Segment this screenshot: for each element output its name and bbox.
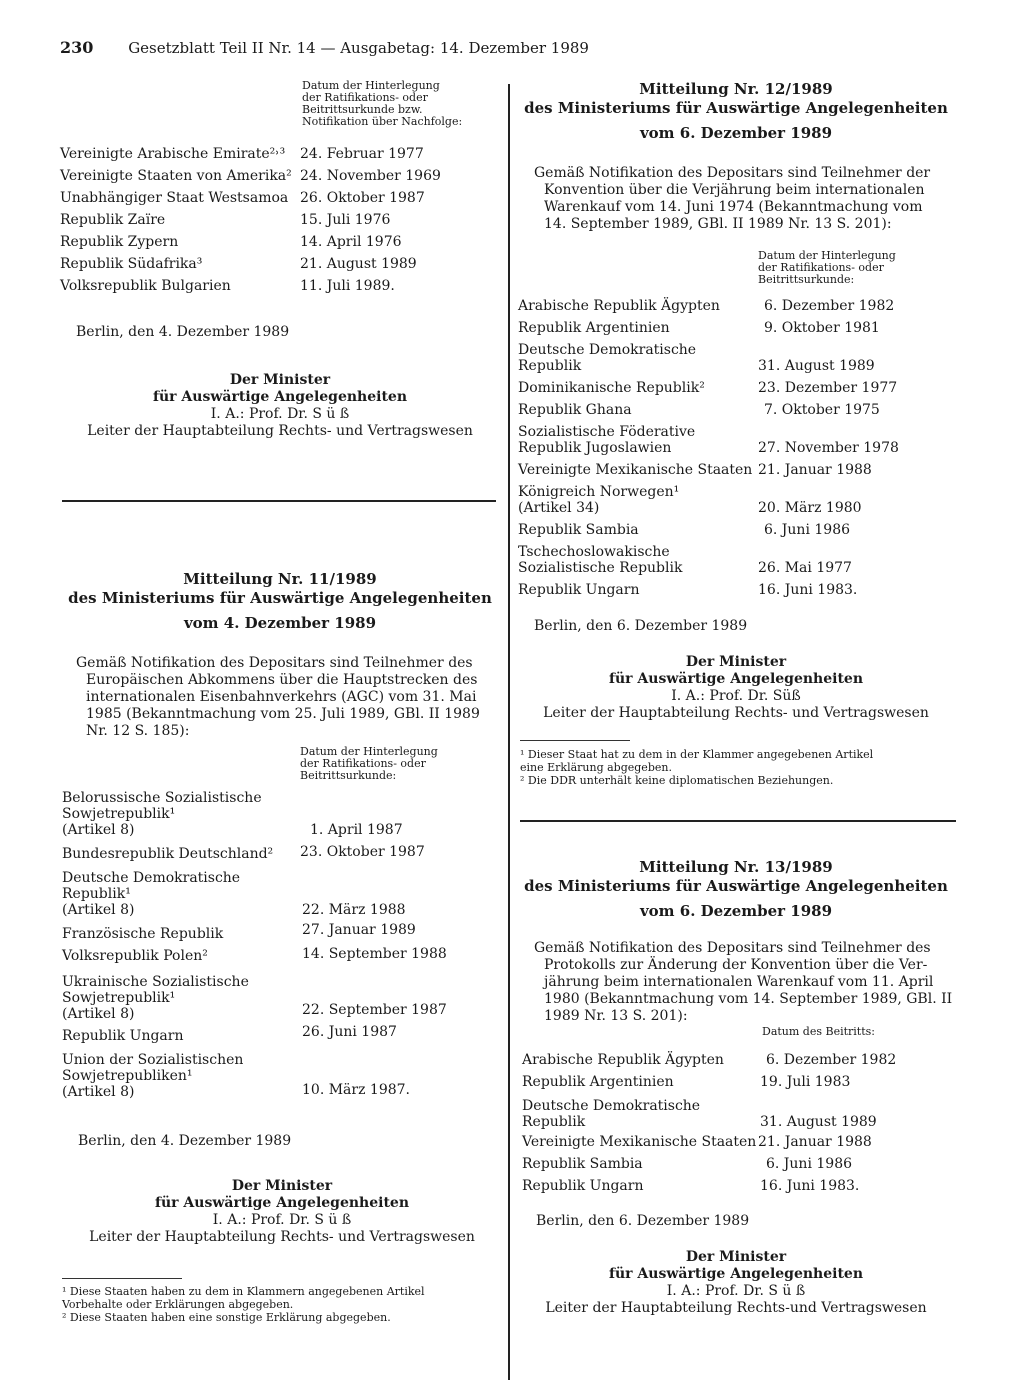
date: 9. Oktober 1981 <box>764 320 880 336</box>
text-line: jährung beim internationalen Warenkauf vom 11. April <box>544 974 934 990</box>
text-line: Nr. 12 S. 185): <box>86 723 190 739</box>
section-divider <box>62 500 496 502</box>
date: 6. Dezember 1982 <box>766 1052 897 1068</box>
notice-title: Mitteilung Nr. 11/1989 <box>183 570 377 588</box>
notice-title: Mitteilung Nr. 12/1989 <box>639 80 833 98</box>
page-number: 230 <box>60 38 94 57</box>
col-header-line: Beitrittsurkunde: <box>758 273 855 286</box>
column-header-top <box>302 80 502 128</box>
date: 24. Februar 1977 <box>300 146 424 162</box>
col-header-line: Datum der Hinterlegung <box>302 79 440 92</box>
footnote-rule <box>520 740 630 741</box>
place-date: Berlin, den 6. Dezember 1989 <box>534 618 748 634</box>
signature-block <box>516 654 956 722</box>
text-line: Konvention über die Verjährung beim internationalen <box>544 182 925 198</box>
notice-ministry: des Ministeriums für Auswärtige Angelegenheiten <box>68 589 492 607</box>
notice-date: vom 6. Dezember 1989 <box>639 124 833 142</box>
column-header-12 <box>758 250 958 286</box>
footnote: Vorbehalte oder Erklärungen abgegeben. <box>62 1298 294 1311</box>
signature-block <box>60 372 500 440</box>
footnotes-11 <box>62 1285 502 1324</box>
footnote: eine Erklärung abgegeben. <box>520 761 672 774</box>
date: 27. Januar 1989 <box>302 922 416 938</box>
col-header-line: Datum der Hinterlegung <box>300 745 438 758</box>
country: Arabische Republik Ägypten <box>522 1052 724 1068</box>
country: Volksrepublik Bulgarien <box>60 278 231 294</box>
country: Sozialistische Föderative Republik Jugoslawien <box>518 424 696 456</box>
country: Unabhängiger Staat Westsamoa <box>60 190 289 206</box>
section-divider <box>520 820 956 822</box>
text-line: Protokolls zur Änderung der Konvention über die Ver- <box>544 957 928 973</box>
country: Dominikanische Republik² <box>518 380 705 396</box>
footnote: ² Diese Staaten haben eine sonstige Erklärung abgegeben. <box>62 1311 391 1324</box>
date: 7. Oktober 1975 <box>764 402 880 418</box>
signature-ministry: für Auswärtige Angelegenheiten <box>154 1195 410 1211</box>
col-header-line: Beitrittsurkunde bzw. <box>302 103 423 116</box>
notice-date: vom 6. Dezember 1989 <box>639 902 833 920</box>
col-header-line: Datum der Hinterlegung <box>758 249 896 262</box>
date: 26. Mai 1977 <box>758 560 852 576</box>
signature-block <box>516 1249 956 1317</box>
date: 6. Dezember 1982 <box>764 298 895 314</box>
footnote: ² Die DDR unterhält keine diplomatischen Beziehungen. <box>520 774 834 787</box>
date: 16. Juni 1983. <box>758 582 858 598</box>
text-line: Gemäß Notifikation des Depositars sind Teilnehmer des <box>534 940 931 956</box>
date: 21. Januar 1988 <box>758 462 872 478</box>
notice-date: vom 4. Dezember 1989 <box>183 614 377 632</box>
date: 20. März 1980 <box>758 500 862 516</box>
signature-ministry: für Auswärtige Angelegenheiten <box>608 1266 864 1282</box>
date: 23. Dezember 1977 <box>758 380 898 396</box>
footnote: ¹ Dieser Staat hat zu dem in der Klammer angegebenen Artikel <box>520 748 874 761</box>
notice-ministry: des Ministeriums für Auswärtige Angelegenheiten <box>524 877 948 895</box>
country: Ukrainische Sozialistische Sowjetrepublik¹ (Artikel 8) <box>62 974 249 1022</box>
col-header-line: Beitrittsurkunde: <box>300 769 397 782</box>
date: 19. Juli 1983 <box>760 1074 851 1090</box>
date: 27. November 1978 <box>758 440 899 456</box>
text-line: 14. September 1989, GBl. II 1989 Nr. 13 S. 201): <box>544 216 892 232</box>
country: Volksrepublik Polen² <box>62 948 208 964</box>
date: 10. März 1987. <box>302 1082 410 1098</box>
column-header-13: Datum des Beitritts: <box>762 1025 876 1038</box>
col-header-line: der Ratifikations- oder <box>300 757 426 770</box>
place-date: Berlin, den 4. Dezember 1989 <box>76 324 290 340</box>
footnotes-12 <box>520 748 954 787</box>
country: Französische Republik <box>62 926 224 942</box>
country: Republik Argentinien <box>522 1074 674 1090</box>
date: 23. Oktober 1987 <box>300 844 425 860</box>
date: 31. August 1989 <box>760 1114 877 1130</box>
date: 26. Oktober 1987 <box>300 190 425 206</box>
notice-title: Mitteilung Nr. 13/1989 <box>639 858 833 876</box>
country: Republik Sambia <box>518 522 639 538</box>
country: Tschechoslowakische Sozialistische Republik <box>518 544 683 576</box>
country: Bundesrepublik Deutschland² <box>62 846 274 862</box>
country: Vereinigte Mexikanische Staaten <box>518 462 753 478</box>
date: 21. August 1989 <box>300 256 417 272</box>
country: Vereinigte Arabische Emirate²˒³ <box>60 146 286 162</box>
signature-title: Der Minister <box>231 1178 333 1194</box>
date: 21. Januar 1988 <box>758 1134 872 1150</box>
date: 14. April 1976 <box>300 234 402 250</box>
text-line: 1989 Nr. 13 S. 201): <box>544 1008 688 1024</box>
date: 1. April 1987 <box>310 822 403 838</box>
country: Republik Sambia <box>522 1156 643 1172</box>
signature-name: I. A.: Prof. Dr. S ü ß <box>212 1212 352 1228</box>
date: 24. November 1969 <box>300 168 441 184</box>
signature-title: Der Minister <box>685 654 787 670</box>
footnote: ¹ Diese Staaten haben zu dem in Klammern angegebenen Artikel <box>62 1285 425 1298</box>
country: Republik Ungarn <box>522 1178 644 1194</box>
notice-13-text <box>520 940 954 1025</box>
text-line: internationalen Eisenbahnverkehrs (AGC) vom 31. Mai <box>86 689 477 705</box>
notice-13-heading <box>516 858 956 921</box>
country: Republik Südafrika³ <box>60 256 203 272</box>
signature-position: Leiter der Hauptabteilung Rechts- und Vertragswesen <box>543 705 929 721</box>
date: 6. Juni 1986 <box>764 522 851 538</box>
date: 11. Juli 1989. <box>300 278 395 294</box>
notice-11-heading <box>60 570 500 633</box>
country: Republik Ungarn <box>518 582 640 598</box>
country: Republik Ghana <box>518 402 632 418</box>
signature-name: I. A.: Prof. Dr. Süß <box>671 688 801 704</box>
notice-12-text <box>520 165 954 233</box>
signature-ministry: für Auswärtige Angelegenheiten <box>608 671 864 687</box>
signature-position: Leiter der Hauptabteilung Rechts- und Vertragswesen <box>87 423 473 439</box>
country: Arabische Republik Ägypten <box>518 298 720 314</box>
place-date: Berlin, den 6. Dezember 1989 <box>536 1213 750 1229</box>
signature-position: Leiter der Hauptabteilung Rechts- und Vertragswesen <box>89 1229 475 1245</box>
place-date: Berlin, den 4. Dezember 1989 <box>78 1133 292 1149</box>
running-title: Gesetzblatt Teil II Nr. 14 — Ausgabetag: 14. Dezember 1989 <box>128 39 589 57</box>
signature-name: I. A.: Prof. Dr. S ü ß <box>210 406 350 422</box>
date: 6. Juni 1986 <box>766 1156 853 1172</box>
col-header-line: der Ratifikations- oder <box>758 261 884 274</box>
notice-12-heading <box>516 80 956 143</box>
notice-ministry: des Ministeriums für Auswärtige Angelegenheiten <box>524 99 948 117</box>
country: Deutsche Demokratische Republik <box>518 342 697 374</box>
col-header-line: Notifikation über Nachfolge: <box>302 115 463 128</box>
country: Republik Zaïre <box>60 212 166 228</box>
date: 22. März 1988 <box>302 902 406 918</box>
text-line: Warenkauf vom 14. Juni 1974 (Bekanntmachung vom <box>544 199 923 215</box>
text-line: 1980 (Bekanntmachung vom 14. September 1989, GBl. II <box>544 991 953 1007</box>
column-divider <box>508 84 510 1380</box>
column-header-11 <box>300 746 500 782</box>
date: 16. Juni 1983. <box>760 1178 860 1194</box>
signature-position: Leiter der Hauptabteilung Rechts-und Vertragswesen <box>545 1300 927 1316</box>
date: 22. September 1987 <box>302 1002 447 1018</box>
country: Deutsche Demokratische Republik <box>522 1098 701 1130</box>
country: Republik Zypern <box>60 234 179 250</box>
signature-title: Der Minister <box>685 1249 787 1265</box>
col-header-line: der Ratifikations- oder <box>302 91 428 104</box>
country: Vereinigte Staaten von Amerika² <box>60 168 292 184</box>
text-line: Gemäß Notifikation des Depositars sind Teilnehmer des <box>76 655 473 671</box>
signature-ministry: für Auswärtige Angelegenheiten <box>152 389 408 405</box>
country: Republik Ungarn <box>62 1028 184 1044</box>
country: Königreich Norwegen¹ (Artikel 34) <box>518 484 680 516</box>
country: Republik Argentinien <box>518 320 670 336</box>
running-header <box>60 38 589 57</box>
notice-11-text <box>62 655 482 740</box>
date: 14. September 1988 <box>302 946 447 962</box>
footnote-rule <box>62 1278 182 1279</box>
date: 15. Juli 1976 <box>300 212 391 228</box>
signature-title: Der Minister <box>229 372 331 388</box>
country: Belorussische Sozialistische Sowjetrepublik¹ (Artikel 8) <box>62 790 262 838</box>
country: Deutsche Demokratische Republik¹ (Artikel 8) <box>62 870 241 918</box>
signature-block <box>62 1178 502 1246</box>
country: Vereinigte Mexikanische Staaten <box>522 1134 757 1150</box>
country: Union der Sozialistischen Sowjetrepubliken¹ (Artikel 8) <box>62 1052 244 1100</box>
signature-name: I. A.: Prof. Dr. S ü ß <box>666 1283 806 1299</box>
text-line: Europäischen Abkommens über die Hauptstrecken des <box>86 672 478 688</box>
text-line: 1985 (Bekanntmachung vom 25. Juli 1989, GBl. II 1989 <box>86 706 480 722</box>
date: 31. August 1989 <box>758 358 875 374</box>
date: 26. Juni 1987 <box>302 1024 397 1040</box>
text-line: Gemäß Notifikation des Depositars sind Teilnehmer der <box>534 165 931 181</box>
